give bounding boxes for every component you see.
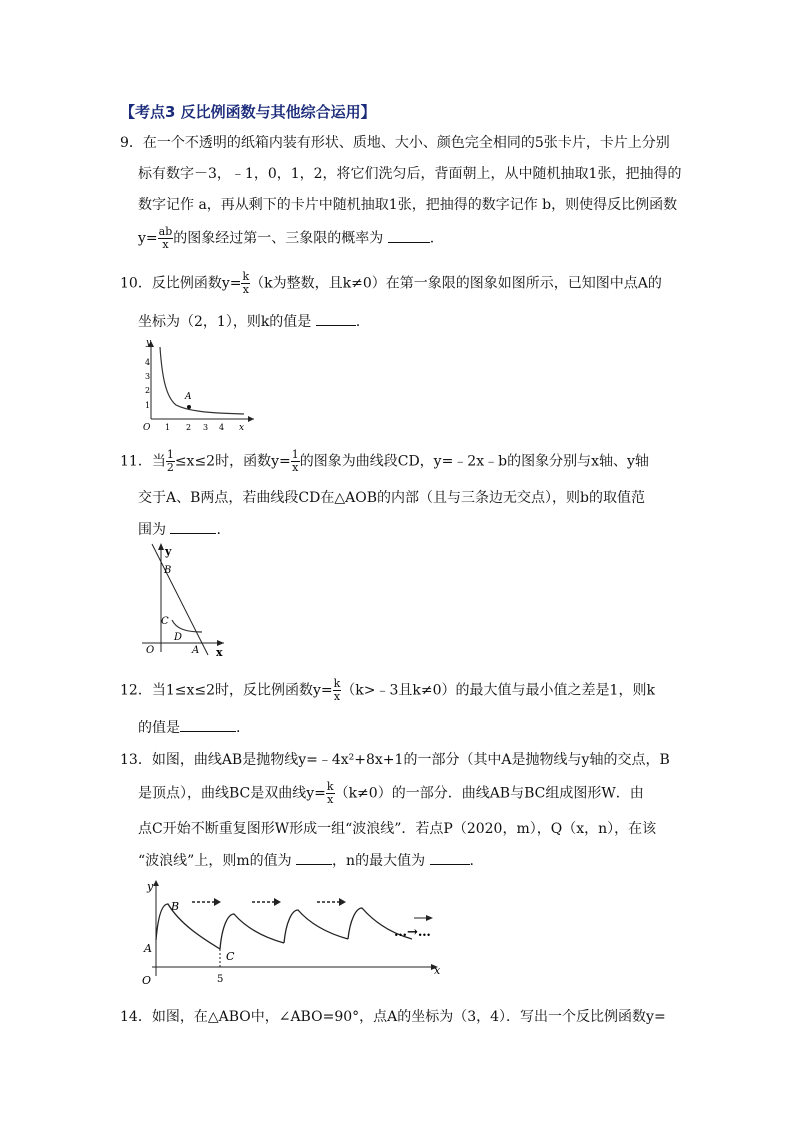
q13-line4: “波浪线”上，则m的值为 ，n的最大值为 . [138, 850, 474, 871]
q9-line2: 标有数字－3，﹣1，0，1，2，将它们洗匀后，背面朝上，从中随机抽取1张，把抽得的 [138, 166, 682, 182]
q10-xtick-4: 4 [219, 423, 225, 432]
q12-fraction: $\frac{k}{x}$ [333, 677, 341, 703]
q13-origin: O [142, 974, 152, 987]
q10-point-a-label: A [185, 392, 192, 402]
q10-line2: 坐标为（2，1），则k的值是 . [138, 311, 360, 332]
q10-answer-blank [316, 311, 356, 326]
q9-line4-text: 的图象经过第一、三象限的概率为 [173, 230, 384, 247]
q10-xtick-3: 3 [203, 423, 209, 432]
q10-ytick-3: 3 [145, 372, 151, 381]
q13-answer-blank-m [296, 850, 332, 865]
q13-fraction: $\frac{k}{x}$ [326, 780, 334, 806]
q11-y-label: y [165, 545, 172, 558]
q13-graph [136, 876, 446, 988]
q13-x-label: x [434, 964, 441, 977]
q9-fraction: $\frac{ab}{x}$ [158, 225, 173, 251]
q11-y-arrow [158, 543, 164, 550]
q9-answer-blank [388, 228, 430, 243]
q10-xtick-2: 2 [186, 423, 192, 432]
q10-fraction: $\frac{k}{x}$ [242, 270, 250, 296]
q11-curve-cd [172, 620, 202, 632]
q13-line3: 点C开始不断重复图形W形成一组“波浪线”．若点P（2020，m），Q（x，n），在该 [138, 821, 657, 837]
q13-b-label: B [171, 900, 180, 913]
q11-fraction-1: $\frac{1}{2}$ [166, 448, 174, 474]
q10-curve [160, 347, 244, 414]
q11-line3: 围为 . [138, 519, 221, 540]
q10-xtick-1: 1 [165, 423, 171, 432]
section-heading: 【考点3 反比例函数与其他综合运用】 [120, 103, 376, 121]
q10-x-arrow [248, 416, 254, 422]
q13-y-label: y [147, 880, 154, 893]
q10-ytick-1: 1 [145, 401, 151, 410]
q10-origin: O [143, 423, 151, 433]
q12-answer-blank [180, 717, 236, 732]
q12-line2: 的值是 . [138, 717, 240, 738]
q13-answer-blank-n [430, 850, 470, 865]
q10-graph [136, 337, 256, 433]
q11-d-label: D [174, 632, 183, 643]
q9-line1: 9．在一个不透明的纸箱内装有形状、质地、大小、颜色完全相同的5张卡片，卡片上分别 [120, 135, 670, 151]
q13-a-label: A [144, 942, 152, 955]
q10-ytick-2: 2 [145, 386, 151, 395]
q10-y-label: y [146, 338, 152, 348]
q13-wave-3 [284, 910, 348, 943]
q11-a-label: A [192, 645, 200, 656]
q13-wave-2 [220, 914, 284, 949]
q13-line2: 是顶点），曲线BC是双曲线y= $\frac{k}{x}$ （k≠0）的一部分．曲线AB与BC组成图形W．由 [138, 780, 644, 806]
q11-fraction-2: $\frac{1}{x}$ [291, 448, 299, 474]
q13-ellipsis: …→… [394, 925, 431, 940]
q10-line1: 10．反比例函数y= $\frac{k}{x}$ （k为整数，且k≠0）在第一象限的图象如图所示，已知图中点A的 [120, 270, 662, 296]
q12-line1: 12．当1≤x≤2时，反比例函数y= $\frac{k}{x}$ （k>﹣3且k≠0）的最大值与最小值之差是1，则k [120, 677, 655, 703]
q10-x-label: x [239, 423, 245, 433]
q13-y-arrow [153, 880, 159, 886]
q11-graph [136, 540, 236, 658]
q10-ytick-4: 4 [145, 358, 151, 367]
q9-line4: y= $\frac{ab}{x}$ 的图象经过第一、三象限的概率为 . [138, 225, 435, 251]
q11-origin: O [146, 645, 155, 656]
q14-line1: 14．如图，在△ABO中，∠ABO=90°，点A的坐标为（3，4）．写出一个反比例函数y= [120, 1009, 666, 1025]
q11-line1: 11．当 $\frac{1}{2}$ ≤x≤2时，函数y= $\frac{1}{x}$ 的图象为曲线段CD，y=﹣2x﹣b的图象分别与x轴、y轴 [120, 448, 649, 474]
q11-c-label: C [161, 616, 169, 627]
q13-tick-5: 5 [217, 974, 224, 985]
q11-x-label: x [216, 646, 223, 658]
q9-y-prefix: y= [138, 230, 158, 247]
q11-answer-blank [170, 519, 216, 534]
q10-point-a [187, 405, 191, 409]
q9-line3: 数字记作 a，再从剩下的卡片中随机抽取1张，把抽得的数字记作 b，则使得反比例函数 [138, 197, 678, 213]
q11-line2: 交于A、B两点，若曲线段CD在△AOB的内部（且与三条边无交点），则b的取值范 [138, 490, 645, 506]
q13-c-label: C [226, 950, 235, 963]
q13-line1: 13．如图，曲线AB是抛物线y=﹣4x²+8x+1的一部分（其中A是抛物线与y轴的交点，B [120, 752, 670, 768]
q13-wave-1 [156, 904, 220, 949]
q11-b-label: B [164, 565, 172, 576]
